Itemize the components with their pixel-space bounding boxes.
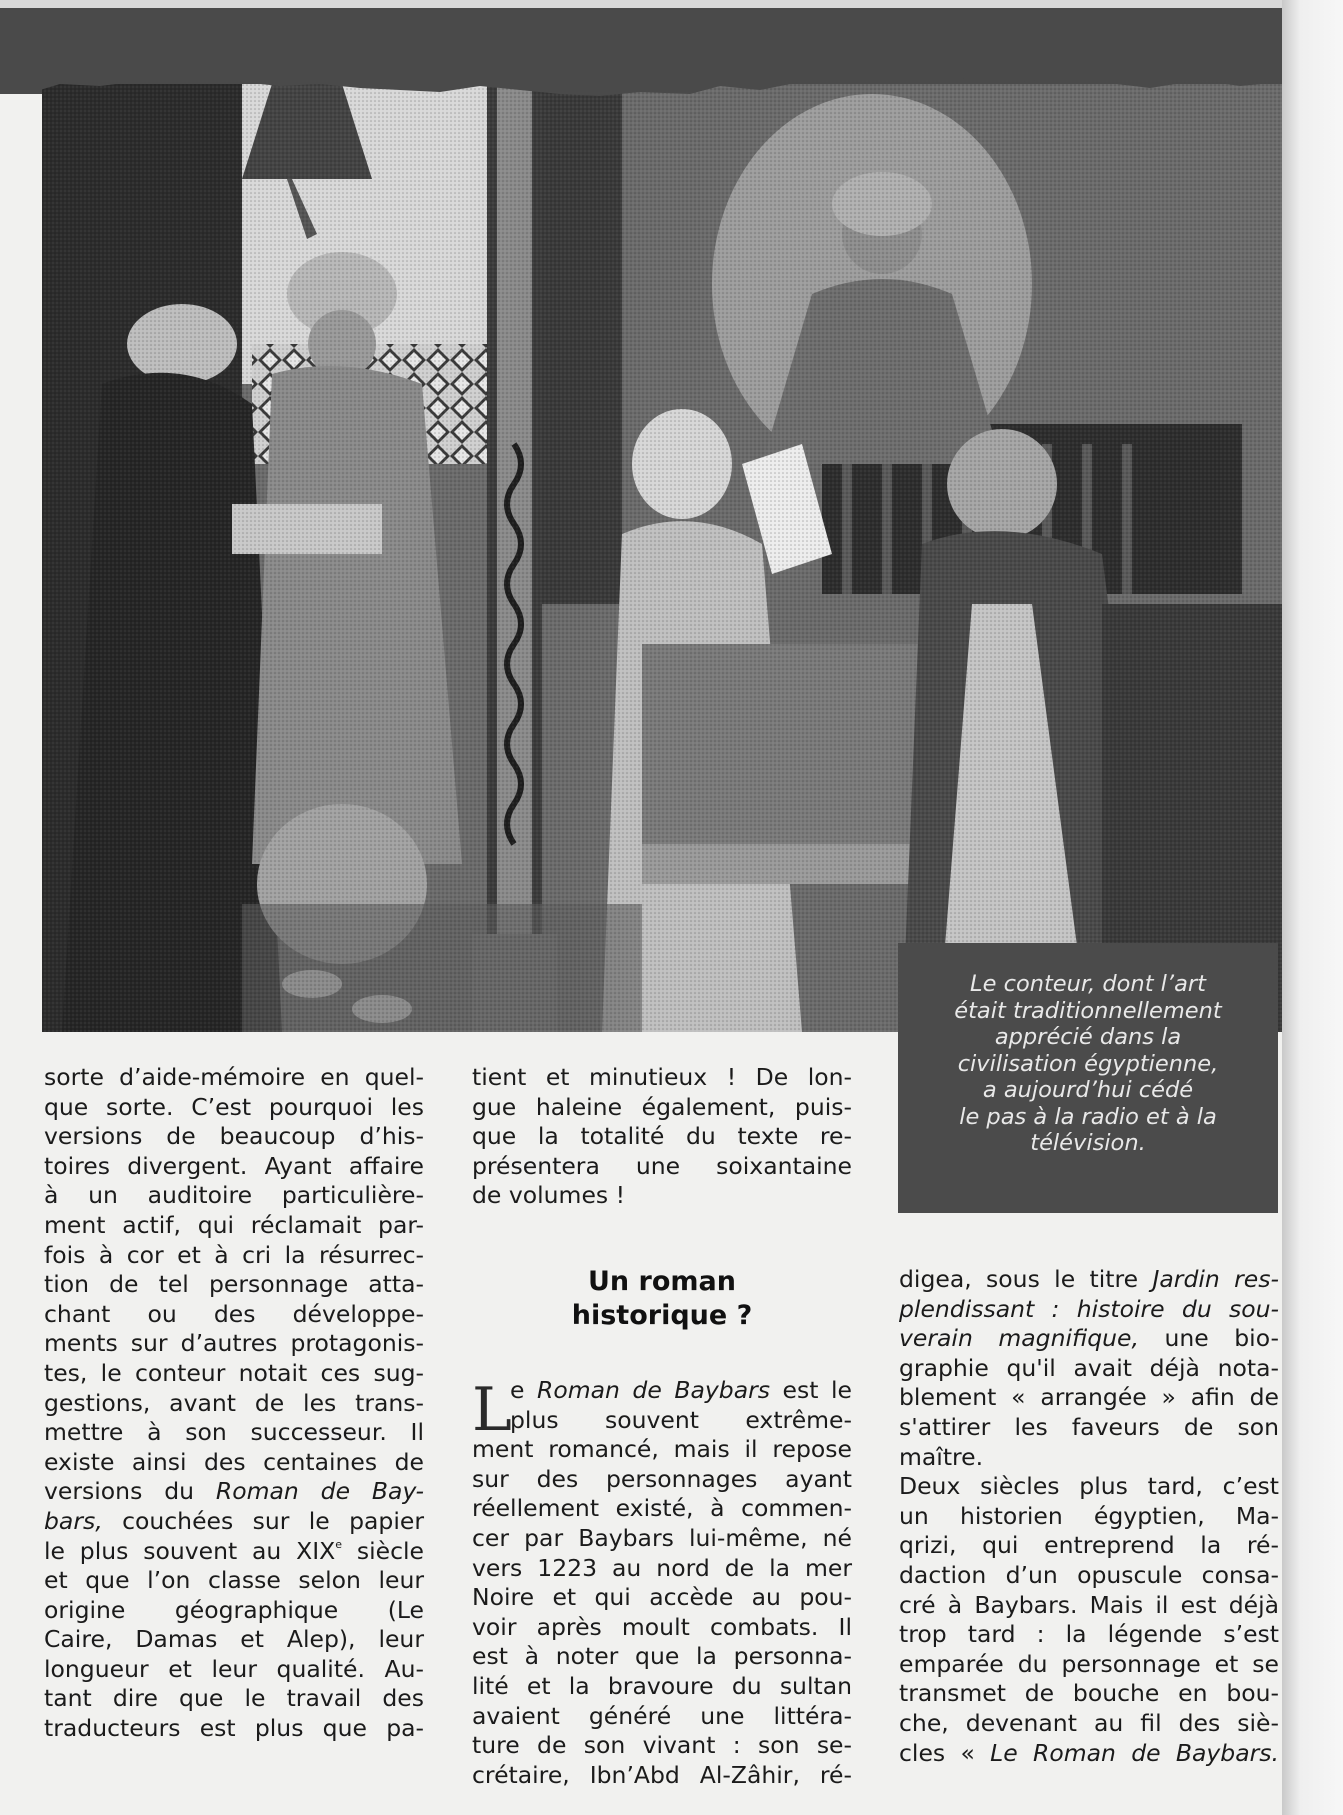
text-line [899, 1265, 1279, 1295]
text-line: qrizi, qui entreprend la ré- [899, 1531, 1279, 1560]
caption-line: télévision. [1030, 1130, 1146, 1156]
text-line [899, 1295, 1279, 1325]
heading-line: historique ? [571, 1300, 753, 1331]
text-line: voir après moult combats. Il [472, 1612, 852, 1641]
text-line: ment actif, qui réclamait par- [44, 1210, 424, 1239]
text-line: daction d’un opuscule consa- [899, 1560, 1279, 1589]
text-run: le plus souvent au XIX [44, 1536, 336, 1565]
title-italic: bars, [44, 1506, 103, 1535]
text-line: présentera une soixantaine [472, 1151, 852, 1180]
text-run: une bio- [1138, 1324, 1279, 1353]
drop-cap: L [472, 1375, 512, 1445]
text-line: tient et minutieux ! De lon- [472, 1063, 852, 1091]
text-line: versions de beaucoup d’his- [44, 1122, 424, 1151]
title-italic: Roman de Bay- [215, 1477, 424, 1506]
text-run: versions du [44, 1477, 216, 1506]
text-line: plus souvent extrême- [510, 1405, 852, 1434]
text-line: crétaire, Ibn’Abd Al-Zâhir, ré- [472, 1760, 852, 1789]
text-line: vers 1223 au nord de la mer [472, 1553, 852, 1582]
title-italic: Roman de Baybars [537, 1376, 770, 1404]
text-line: Deux siècles plus tard, c’est [899, 1472, 1279, 1501]
text-line: réellement existé, à commen- [472, 1494, 852, 1523]
text-line: ment romancé, mais il repose [472, 1435, 852, 1464]
text-line [899, 1739, 1279, 1769]
column-2 [472, 1063, 852, 1211]
text-run: est le [770, 1376, 852, 1404]
text-line: et que l’on classe selon leur [44, 1566, 424, 1595]
text-line: lité et la bravoure du sultan [472, 1671, 852, 1700]
title-italic: plendissant : histoire du sou- [899, 1294, 1279, 1323]
text-line: mettre à son successeur. Il [44, 1418, 424, 1447]
text-line: longueur et leur qualité. Au- [44, 1654, 424, 1683]
text-line: tion de tel personnage atta- [44, 1270, 424, 1299]
text-line [44, 1507, 424, 1537]
image-caption [898, 943, 1278, 1213]
text-line: tant dire que le travail des [44, 1684, 424, 1713]
title-italic: verain magnifique, [899, 1324, 1139, 1353]
text-line: toires divergent. Ayant affaire [44, 1151, 424, 1180]
page-top-edge [0, 0, 1343, 8]
text-line: sur des personnages ayant [472, 1464, 852, 1493]
text-line: gue haleine également, puis- [472, 1092, 852, 1121]
column-1 [44, 1063, 424, 1744]
text-line: chant ou des développe- [44, 1299, 424, 1328]
text-line: cer par Baybars lui-même, né [472, 1523, 852, 1552]
caption-line: a aujourd’hui cédé [982, 1077, 1194, 1103]
caption-line: était traditionnellement [954, 997, 1222, 1024]
text-line: emparée du personnage et se [899, 1649, 1279, 1678]
caption-line: Le conteur, dont l’art [970, 971, 1206, 997]
text-line: che, devenant au fil des siè- [899, 1708, 1279, 1737]
text-line: fois à cor et à cri la résurrec- [44, 1240, 424, 1269]
title-italic: Jardin res- [1152, 1265, 1279, 1293]
heading-line: Un roman [588, 1266, 736, 1297]
caption-line: le pas à la radio et à la [959, 1103, 1217, 1130]
text-line: ture de son vivant : son se- [472, 1731, 852, 1760]
text-line: avaient généré une littéra- [472, 1701, 852, 1730]
text-line: maître. [899, 1442, 984, 1471]
text-line: tes, le conteur notait ces sug- [44, 1358, 424, 1387]
superscript: e [335, 1537, 343, 1551]
column-2-body [472, 1376, 852, 1790]
text-line: origine géographique (Le [44, 1595, 424, 1624]
page-edge-shadow [1282, 0, 1343, 1815]
text-line: un historien égyptien, Ma- [899, 1501, 1279, 1530]
text-line: Caire, Damas et Alep), leur [44, 1625, 424, 1654]
text-line: graphie qu'il avait déjà nota- [899, 1353, 1279, 1382]
text-line: transmet de bouche en bou- [899, 1679, 1279, 1708]
text-run: e [510, 1376, 537, 1404]
text-run: siècle [342, 1536, 424, 1565]
text-line: ments sur d’autres protagonis- [44, 1329, 424, 1358]
text-line [472, 1376, 852, 1406]
caption-line: civilisation égyptienne, [957, 1050, 1219, 1077]
text-line: à un auditoire particulière- [44, 1181, 424, 1210]
column-3 [899, 1265, 1279, 1768]
text-line: est à noter que la personna- [472, 1642, 852, 1671]
text-line: que sorte. C’est pourquoi les [44, 1092, 424, 1121]
text-line: de volumes ! [472, 1181, 626, 1210]
storyteller-illustration [42, 84, 1282, 1032]
text-run: cles « [899, 1738, 991, 1767]
text-line: cré à Baybars. Mais il est déjà [899, 1590, 1279, 1619]
caption-line: apprécié dans la [994, 1024, 1182, 1050]
text-line: que la totalité du texte re- [472, 1122, 852, 1151]
torn-edge [0, 72, 1282, 102]
text-line: sorte d’aide-mémoire en quel- [44, 1063, 424, 1091]
title-italic: Le Roman de Baybars. [990, 1738, 1279, 1767]
text-line [899, 1324, 1279, 1354]
text-line: gestions, avant de les trans- [44, 1388, 424, 1417]
text-line: trop tard : la légende s’est [899, 1620, 1279, 1649]
text-line: blement « arrangée » afin de [899, 1383, 1279, 1412]
text-line: Noire et qui accède au pou- [472, 1583, 852, 1612]
text-line [44, 1537, 424, 1567]
text-line [44, 1477, 424, 1507]
text-run: couchées sur le papier [102, 1506, 424, 1535]
section-heading [472, 1265, 852, 1333]
illustration-engraving [42, 84, 1282, 1032]
text-line: traducteurs est plus que pa- [44, 1714, 424, 1743]
text-line: s'attirer les faveurs de son [899, 1412, 1279, 1441]
text-line: existe ainsi des centaines de [44, 1447, 424, 1476]
text-run: digea, sous le titre [899, 1265, 1153, 1293]
